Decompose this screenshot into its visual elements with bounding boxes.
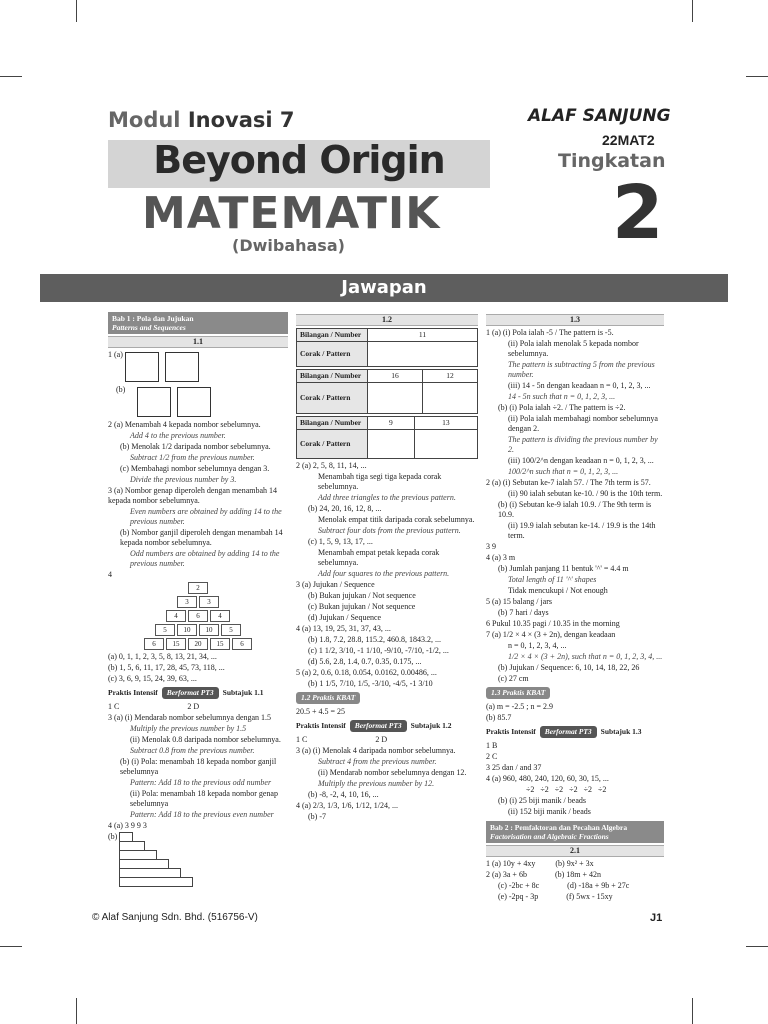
copyright-icon: © [92,912,100,923]
dot-pattern-figure [125,352,159,382]
answer-translation: Subtract four dots from the previous pattern. [318,526,461,535]
answer-line: 3 (a) (i) Mendarab nombor sebelumnya dengan 1.5 [108,713,272,722]
answer-translation: Subtract 4 from the previous number. [318,757,437,766]
answer-line: (b) (i) 25 biji manik / beads [498,796,586,805]
answer-column-3 [486,312,664,903]
answer-line: (c) Membahagi nombor sebelumnya dengan 3. [120,464,270,473]
answer-line: (iii) 14 - 5n dengan keadaan n = 0, 1, 2, 3, ... [508,381,651,390]
subject-title: MATEMATIK [142,188,441,239]
answer-line: (b) [108,832,288,887]
answer-translation: Pattern: Add 18 to the previous even number [130,810,274,819]
answer-line: 4 [108,570,112,579]
answer-line: (a) m = -2.5 ; n = 2.9 [486,702,554,711]
answer-line: (ii) 19.9 ialah sebutan ke-14. / 19.9 is the 14th term. [508,521,656,540]
pyramid-row: 2 [108,582,288,594]
crop-mark [746,946,768,947]
answer-translation: Odd numbers are obtained by adding 14 to the previous number. [130,549,280,568]
answer-line: 2 (a) 2, 5, 8, 11, 14, ... [296,461,367,470]
answer-translation: Even numbers are obtained by adding 14 to the previous number. [130,507,282,526]
answer-line: (b) -7 [308,812,326,821]
answer-line: 1 (a) (i) Pola ialah -5 / The pattern is -5. [486,328,614,337]
answer-line: (c) 3, 6, 9, 15, 24, 39, 63, ... [108,674,197,683]
answer-translation: Add four squares to the previous pattern. [318,569,450,578]
practice-heading: Praktis Intensif Berformat PT3 Subtajuk 1.2 [296,721,452,730]
answer-line: 1 B [486,741,498,750]
answer-line: (b) 1 1/5, 7/10, 1/5, -3/10, -4/5, -1 3/10 [308,679,433,688]
crop-mark [692,998,693,1024]
answer-line: (b) 1, 5, 6, 11, 17, 28, 45, 73, 118, ... [108,663,225,672]
answer-line: 4 (a) 960, 480, 240, 120, 60, 30, 15, ... [486,774,609,783]
answer-line: 1 C 2 D [296,735,388,744]
answer-line: 20.5 + 4.5 = 25 [296,707,346,716]
answer-line: (b) Jumlah panjang 11 bentuk '^' = 4.4 m [498,564,629,573]
answer-line: (ii) Mendarab nombor sebelumnya dengan 12. [318,768,467,777]
pyramid-row: 3 3 [108,596,288,608]
answer-line: (b) -8, -2, 4, 10, 16, ... [308,790,379,799]
square-pattern-figure [414,430,477,459]
answer-line: (b) Menolak 1/2 daripada nombor sebelumnya. [120,442,271,451]
crop-mark [0,76,22,77]
answer-line: 4 (a) 3 9 9 3 [108,821,147,830]
subtopic-heading: 1.1 [108,336,288,348]
answer-line: 5 (a) 2, 0.6, 0.18, 0.054, 0.0162, 0.00486, ... [296,668,437,677]
answer-translation: Pattern: Add 18 to the previous odd number [130,778,272,787]
answer-line: 3 25 dan / and 37 [486,763,542,772]
answer-line: 3 (a) (i) Menolak 4 daripada nombor sebelumnya. [296,746,456,755]
answer-line: (b) (i) Pola: menambah 18 kepada nombor ganjil sebelumnya [120,757,277,776]
crop-mark [746,76,768,77]
answer-line: Menambah tiga segi tiga kepada corak sebelumnya. [318,472,442,491]
answer-column-2 [296,312,478,823]
answer-translation: Add 4 to the previous number. [130,431,226,440]
answer-line: 4 (a) 3 m [486,553,516,562]
zigzag-pattern-figure [368,342,478,367]
answer-line: (b) 24, 20, 16, 12, 8, ... [308,504,382,513]
answer-line: 6 Pukul 10.35 pagi / 10.35 in the morning [486,619,620,628]
answer-translation: Divide the previous number by 3. [130,475,237,484]
answer-line: (c) 27 cm [498,674,529,683]
answer-line: Tidak mencukupi / Not enough [508,586,608,595]
answer-line: n = 0, 1, 2, 3, 4, ... [508,641,567,650]
number-pyramid [108,582,288,650]
answer-line: (e) -2pq - 3p (f) 5wx - 15xy [498,892,613,901]
answer-line: (b) 1.8, 7.2, 28.8, 115.2, 460.8, 1843.2, ... [308,635,442,644]
answer-translation: 14 - 5n such that n = 0, 1, 2, 3, ... [508,392,616,401]
crop-mark [76,998,77,1024]
answer-translation: Subtract 1/2 from the previous number. [130,453,255,462]
answer-line: (ii) Pola: menambah 18 kepada nombor genap sebelumnya [130,789,278,808]
table-cell: 16 [368,370,423,383]
form-number: 2 [612,170,664,256]
answer-line: 1 (a) 10y + 4xy (b) 9x² + 3x [486,859,594,868]
pyramid-row: 6 15 20 15 6 [108,638,288,650]
answer-line: (a) 0, 1, 1, 2, 3, 5, 8, 13, 21, 34, ... [108,652,217,661]
kbat-heading: 1.3 Praktis KBAT [486,687,664,699]
answer-line: 2 (a) (i) Sebutan ke-7 ialah 57. / The 7th term is 57. [486,478,651,487]
answer-line: 3 (a) Jujukan / Sequence [296,580,375,589]
practice-heading: Praktis Intensif Berformat PT3 Subtajuk 1.1 [108,688,264,697]
answer-line: (c) 1, 5, 9, 13, 17, ... [308,537,373,546]
answer-line: (c) Bukan jujukan / Not sequence [308,602,416,611]
table-label: Corak / Pattern [297,430,368,459]
copyright-footer: © Alaf Sanjung Sdn. Bhd. (516756-V) [92,912,258,923]
answer-line: (b) Nombor ganjil diperoleh dengan menambah 14 kepada nombor sebelumnya. [120,528,283,547]
chapter-heading: Bab 2 : Pemfaktoran dan Pecahan Algebra Factorisation and Algebraic Fractions [486,821,664,843]
table-label: Bilangan / Number [297,370,368,383]
answer-line: (b) Bukan jujukan / Not sequence [308,591,416,600]
answer-translation: Subtract 0.8 from the previous number. [130,746,255,755]
answer-line: Menambah empat petak kepada corak sebelumnya. [318,548,440,567]
answer-line: 3 (a) Nombor genap diperoleh dengan menambah 14 kepada nombor sebelumnya. [108,486,278,505]
dot-pattern-figure [165,352,199,382]
dot-grid-figure [368,383,423,414]
answer-line: 1 (a) [108,350,288,384]
table-cell: 12 [423,370,478,383]
answer-line: (ii) 90 ialah sebutan ke-10. / 90 is the 10th term. [508,489,663,498]
kbat-heading: 1.2 Praktis KBAT [296,692,478,704]
answer-translation: 1/2 × 4 × (3 + 2n), such that n = 0, 1, 2, 3, 4, ... [508,652,663,661]
answer-line: ÷2 ÷2 ÷2 ÷2 ÷2 ÷2 [526,785,607,794]
triangle-pattern-figure [177,387,211,417]
answer-bar-title: Jawapan [341,277,427,298]
answer-line: (ii) Pola ialah membahagi nombor sebelumnya dengan 2. [508,414,658,433]
answer-line: 4 (a) 13, 19, 25, 31, 37, 43, ... [296,624,391,633]
subject-subtitle: (Dwibahasa) [232,236,345,255]
book-code: 22MAT2 [602,132,655,148]
answer-translation: Total length of 11 '^' shapes [508,575,597,584]
page-number: J1 [650,912,663,924]
pyramid-row: 5 10 10 5 [108,624,288,636]
answer-line: (b) (i) Pola ialah ÷2. / The pattern is ÷2. [498,403,626,412]
chapter-heading: Bab 1 : Pola dan Jujukan Patterns and Sequences [108,312,288,334]
module-title: Modul Inovasi 7 [108,108,295,132]
pyramid-row: 4 6 4 [108,610,288,622]
answer-line: 1 C 2 D [108,702,200,711]
subtopic-heading: 2.1 [486,845,664,857]
answer-line: (d) Jujukan / Sequence [308,613,382,622]
answer-column-1 [108,312,288,888]
practice-heading: Praktis Intensif Berformat PT3 Subtajuk 1.3 [486,727,642,736]
answer-line: 5 (a) 15 balang / jars [486,597,552,606]
form-label: Tingkatan [558,150,666,172]
answer-line: (b) (i) Sebutan ke-9 ialah 10.9. / The 9th term is 10.9. [498,500,652,519]
answer-line: 7 (a) 1/2 × 4 × (3 + 2n), dengan keadaan [486,630,616,639]
table-label: Bilangan / Number [297,417,368,430]
square-pattern-figure [368,430,415,459]
staircase-figure [119,832,203,887]
answer-line: (ii) Menolak 0.8 daripada nombor sebelumnya. [130,735,281,744]
pattern-table [296,369,478,414]
answer-translation: Multiply the previous number by 12. [318,779,435,788]
answer-line: 2 C [486,752,498,761]
answer-line: Menolak empat titik daripada corak sebelumnya. [318,515,475,524]
answer-line: (b) 85.7 [486,713,512,722]
answer-line: 2 (a) 3a + 6b (b) 18m + 42n [486,870,602,879]
answer-line: (iii) 100/2^n dengan keadaan n = 0, 1, 2, 3, ... [508,456,654,465]
crop-mark [692,0,693,22]
answer-line: (b) Jujukan / Sequence: 6, 10, 14, 18, 22, 26 [498,663,640,672]
answer-translation: Add three triangles to the previous pattern. [318,493,456,502]
answer-line: (b) [108,385,288,419]
table-label: Corak / Pattern [297,342,368,367]
answer-translation: Multiply the previous number by 1.5 [130,724,247,733]
table-cell: 9 [368,417,415,430]
table-label: Bilangan / Number [297,329,368,342]
answer-line: (ii) Pola ialah menolak 5 kepada nombor sebelumnya. [508,339,639,358]
answer-translation: The pattern is dividing the previous number by 2. [508,435,658,454]
answer-line: 2 (a) Menambah 4 kepada nombor sebelumnya. [108,420,261,429]
answer-translation: The pattern is subtracting 5 from the previous number. [508,360,655,379]
table-label: Corak / Pattern [297,383,368,414]
answer-bar [40,274,728,302]
publisher-logo: ALAF SANJUNG [528,106,671,126]
series-title: Beyond Origin [153,138,445,182]
pattern-table [296,328,478,367]
crop-mark [0,946,22,947]
answer-line: (b) 7 hari / days [498,608,549,617]
subtopic-heading: 1.3 [486,314,664,326]
table-cell: 11 [368,329,478,342]
answer-line: (c) 1 1/2, 3/10, -1 1/10, -9/10, -7/10, -1/2, ... [308,646,449,655]
crop-mark [76,0,77,22]
triangle-pattern-figure [137,387,171,417]
answer-line: (d) 5.6, 2.8, 1.4, 0.7, 0.35, 0.175, ... [308,657,422,666]
answer-line: 3 9 [486,542,496,551]
subtopic-heading: 1.2 [296,314,478,326]
answer-line: (ii) 152 biji manik / beads [508,807,591,816]
dot-grid-figure [423,383,478,414]
answer-translation: 100/2^n such that n = 0, 1, 2, 3, ... [508,467,619,476]
pattern-table [296,416,478,459]
table-cell: 13 [414,417,477,430]
answer-line: 4 (a) 2/3, 1/3, 1/6, 1/12, 1/24, ... [296,801,398,810]
answer-line: (c) -2bc + 8c (d) -18a + 9b + 27c [498,881,630,890]
